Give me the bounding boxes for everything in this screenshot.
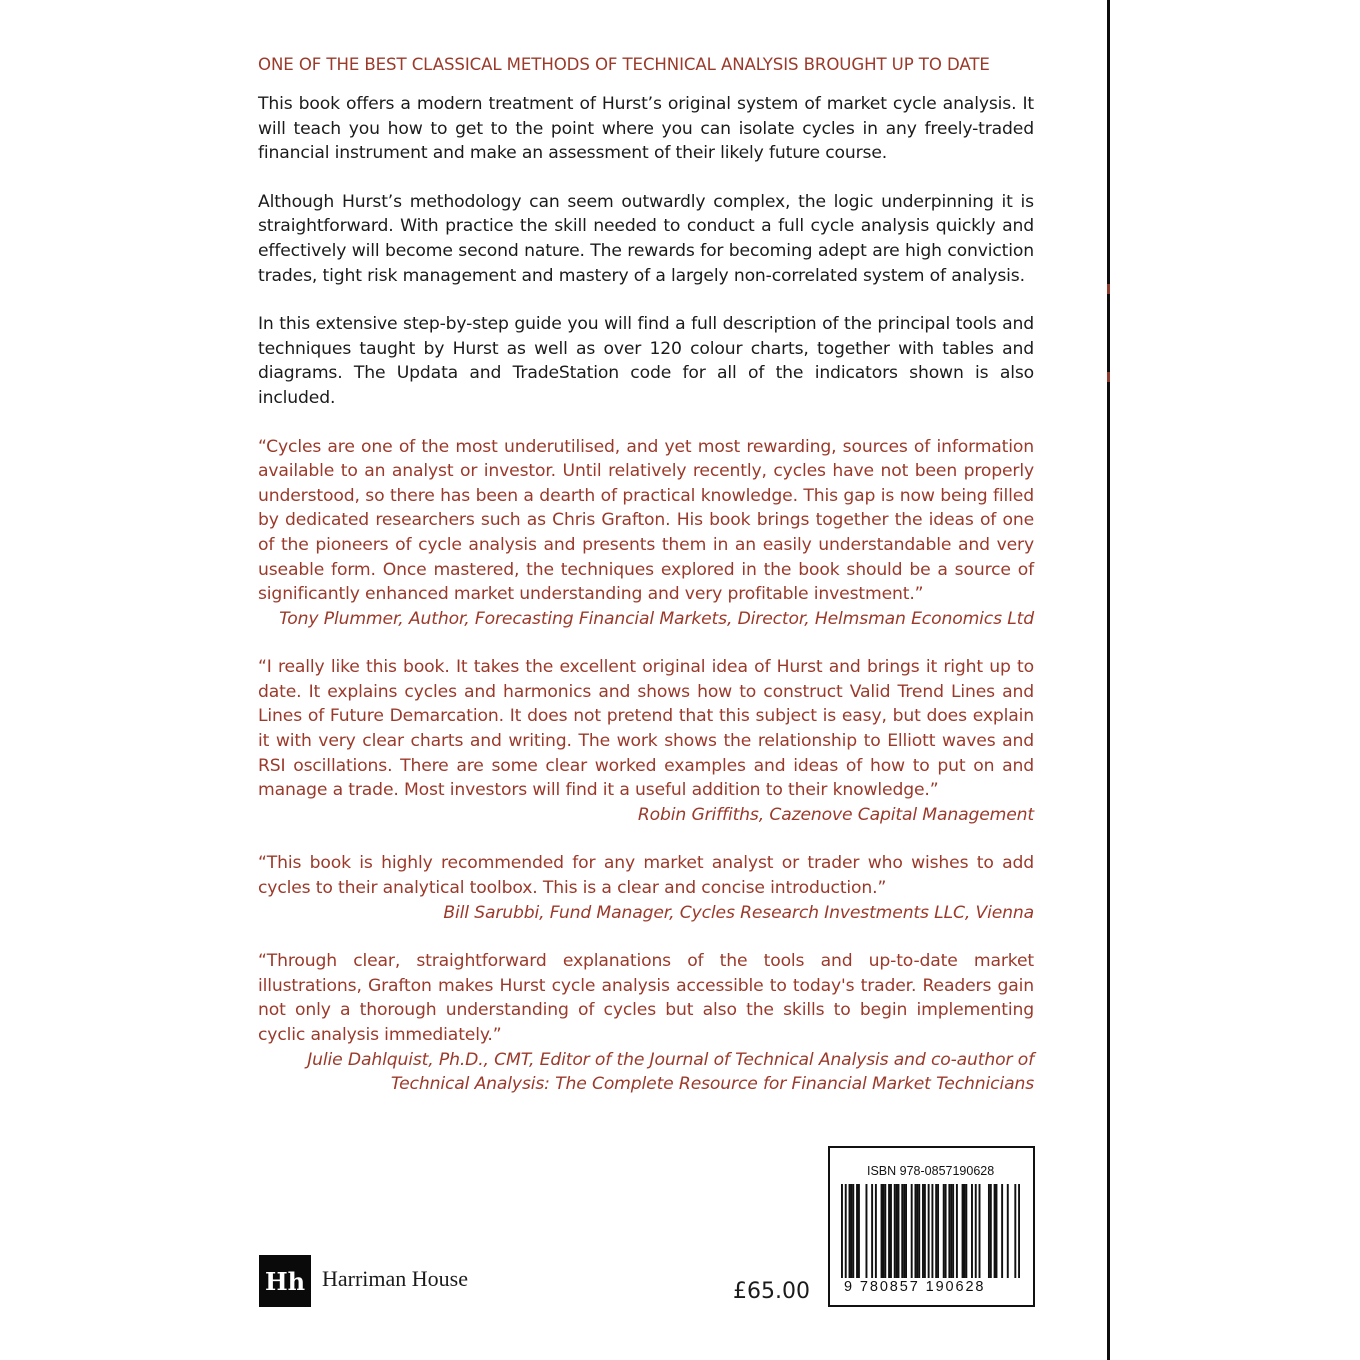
barcode-bar <box>850 1184 852 1278</box>
price-label: £65.00 <box>733 1279 810 1304</box>
testimonial-attribution: Robin Griffiths, Cazenove Capital Management <box>637 804 1034 825</box>
barcode-bar <box>914 1184 916 1278</box>
spine-edge <box>1107 0 1110 1360</box>
barcode-bar <box>884 1184 886 1278</box>
barcode-bar <box>1007 1184 1009 1278</box>
barcode-bar <box>956 1184 958 1278</box>
barcode-bar <box>988 1184 990 1278</box>
barcode-bar <box>935 1184 937 1278</box>
barcode-bar <box>852 1184 854 1278</box>
barcode-bar <box>922 1184 924 1278</box>
barcode-bar <box>856 1184 858 1278</box>
back-cover-text <box>258 55 1034 1121</box>
testimonial-attribution: Bill Sarubbi, Fund Manager, Cycles Research Investments LLC, Vienna <box>443 902 1034 923</box>
barcode-bar <box>881 1184 883 1278</box>
description-paragraph: This book offers a modern treatment of Hurst’s original system of market cycle analysis. It will teach you how to get to the point where you can isolate cycles in any freely-traded financial instrument and make an assessment of their likely future course. <box>258 94 1034 164</box>
barcode-bars <box>841 1184 1020 1278</box>
isbn-barcode <box>828 1146 1035 1307</box>
barcode-bar <box>979 1184 981 1278</box>
barcode-bar <box>962 1184 964 1278</box>
barcode-bar <box>882 1184 884 1278</box>
description-paragraph: Although Hurst’s methodology can seem outwardly complex, the logic underpinning it is straightforward. With practice the skill needed to conduct a full cycle analysis quickly and effectively will become second nature. The rewards for becoming adept are high conviction trades, tight risk management and mastery of a largely non-correlated system of analysis. <box>258 191 1034 286</box>
barcode-bar <box>849 1184 851 1278</box>
barcode-bar <box>931 1184 933 1278</box>
testimonial-quote: “Cycles are one of the most underutilised, and yet most rewarding, sources of information available to an analyst or investor. Until relatively recently, cycles have not been properly understood, so there has been a dearth of practical knowledge. This gap is now being filled by dedicated researchers such as Chris Grafton. His book brings together the ideas of one of the pioneers of cycle analysis and presents them in an easily understandable and very useable form. Once mastered, the techniques explored in the book should be a source of significantly enhanced market understanding and very profitable investment.” <box>258 436 1034 605</box>
testimonial-attribution: Tony Plummer, Author, Forecasting Financial Markets, Director, Helmsman Economics Ltd <box>279 608 1034 629</box>
barcode-bar <box>875 1184 877 1278</box>
barcode-bar <box>924 1184 926 1278</box>
barcode-bar <box>990 1184 992 1278</box>
barcode-bar <box>1014 1184 1016 1278</box>
spine-mark <box>1107 372 1110 382</box>
barcode-bar <box>965 1184 967 1278</box>
barcode-bar <box>911 1184 913 1278</box>
barcode-bar <box>888 1184 890 1278</box>
barcode-bar <box>894 1184 896 1278</box>
testimonial-quote: “I really like this book. It takes the excellent original idea of Hurst and brings it right up to date. It explains cycles and harmonics and shows how to construct Valid Trend Lines and Lines of Future Demarcation. It does not pretend that this subject is easy, but does explain it with very clear charts and writing. The work shows the relationship to Elliott waves and RSI oscillations. There are some clear worked examples and ideas of how to put on and manage a trade. Most investors will find it a useful addition to their knowledge.” <box>258 657 1034 801</box>
barcode-bar <box>943 1184 945 1278</box>
barcode-bar <box>996 1184 998 1278</box>
barcode-bar <box>994 1184 996 1278</box>
barcode-bar <box>963 1184 965 1278</box>
testimonial-quote: “Through clear, straightforward explanations of the tools and up-to-date market illustrations, Grafton makes Hurst cycle analysis accessible to today's trader. Readers gain not only a thorough understanding of cycles but also the skills to begin implementing cyclic analysis immediately.” <box>258 951 1034 1045</box>
barcode-bar <box>865 1184 867 1278</box>
testimonial-quote: “This book is highly recommended for any market analyst or trader who wishes to add cycles to their analytical toolbox. This is a clear and concise introduction.” <box>258 853 1034 899</box>
barcode-bar <box>1018 1184 1020 1278</box>
publisher-name: Harriman House <box>322 1266 469 1291</box>
barcode-bar <box>890 1184 892 1278</box>
testimonial-attribution: Julie Dahlquist, Ph.D., CMT, Editor of the Journal of Technical Analysis and co-author of Technical Analysis: The Complete Resource for Financial Market Technicians <box>307 1049 1034 1095</box>
barcode-bar <box>937 1184 939 1278</box>
barcode-bar <box>916 1184 918 1278</box>
barcode-bar <box>918 1184 920 1278</box>
barcode-bar <box>898 1184 900 1278</box>
barcode-bar <box>896 1184 898 1278</box>
spine-mark <box>1107 284 1110 294</box>
barcode-bar <box>901 1184 903 1278</box>
publisher-logo: Hh <box>259 1255 311 1307</box>
barcode-bar <box>928 1184 930 1278</box>
barcode-bar <box>871 1184 873 1278</box>
barcode-bar <box>950 1184 952 1278</box>
isbn-label: ISBN 978-0857190628 <box>867 1164 995 1178</box>
barcode-bar <box>945 1184 947 1278</box>
barcode-bar <box>858 1184 860 1278</box>
barcode-bar <box>1001 1184 1003 1278</box>
barcode-digits: 9 780857 190628 <box>844 1279 986 1295</box>
headline: ONE OF THE BEST CLASSICAL METHODS OF TECHNICAL ANALYSIS BROUGHT UP TO DATE <box>258 55 990 74</box>
barcode-bar <box>845 1184 847 1278</box>
barcode-bar <box>971 1184 973 1278</box>
description-paragraph: In this extensive step-by-step guide you will find a full description of the principal tools and techniques taught by Hurst as well as over 120 colour charts, together with tables and diagrams. The Updata and TradeStation code for all of the indicators shown is also included. <box>258 314 1034 408</box>
barcode-bar <box>905 1184 907 1278</box>
barcode-bar <box>975 1184 977 1278</box>
barcode-bar <box>948 1184 950 1278</box>
barcode-bar <box>841 1184 843 1278</box>
barcode-bar <box>903 1184 905 1278</box>
barcode-bar <box>952 1184 954 1278</box>
